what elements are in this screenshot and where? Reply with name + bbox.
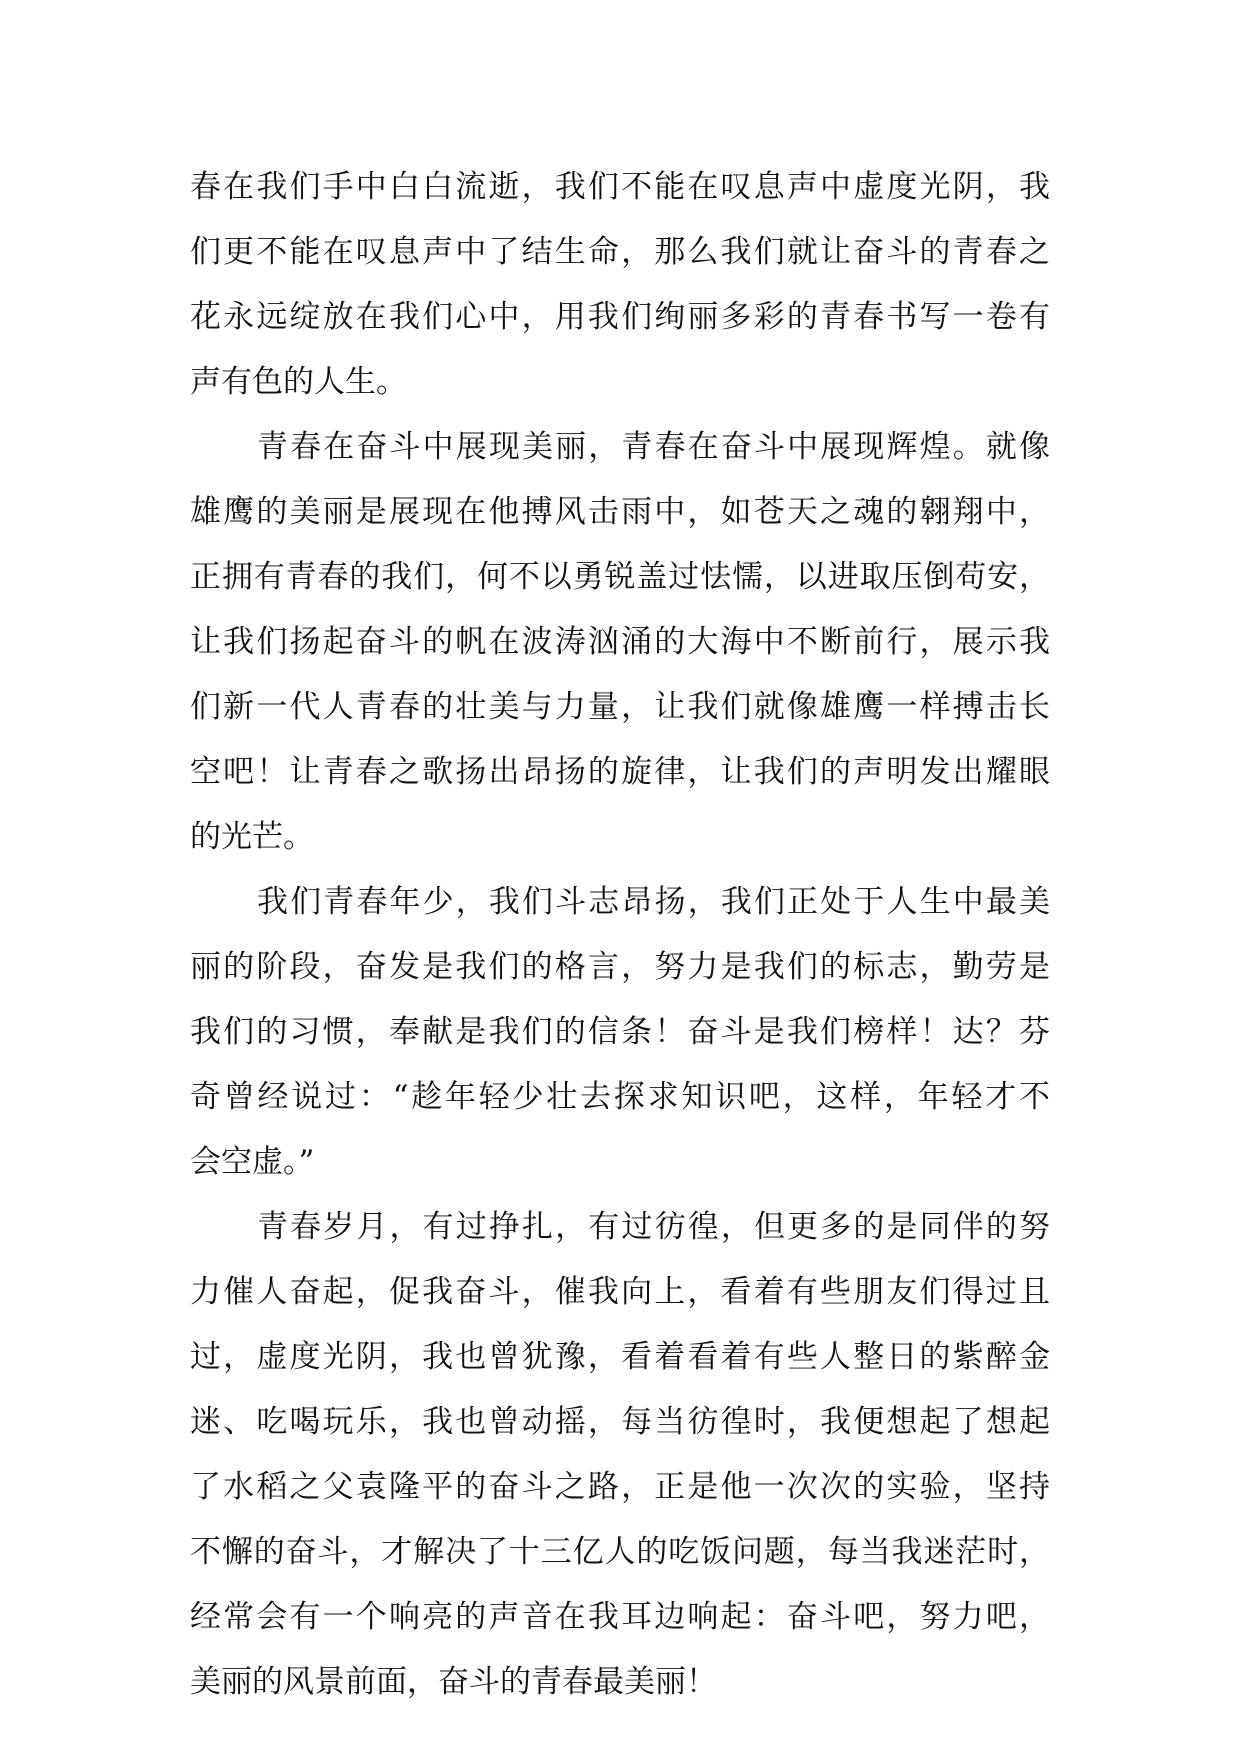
text-line: 的光芒。 (190, 819, 314, 855)
document-body (190, 155, 1050, 1715)
paragraph-2 (190, 415, 1050, 870)
text-line: 我们青春年少，我们斗志昂扬，我们正处于人生中最美 (257, 884, 1050, 920)
text-line: 青春在奋斗中展现美丽，青春在奋斗中展现辉煌。就像 (257, 429, 1050, 465)
text-line: 丽的阶段，奋发是我们的格言，努力是我们的标志，勤劳是 (190, 949, 1050, 985)
text-line: 力催人奋起，促我奋斗，催我向上，看着有些朋友们得过且 (190, 1274, 1050, 1310)
text-line: 青春岁月，有过挣扎，有过彷徨，但更多的是同伴的努 (257, 1209, 1050, 1245)
paragraph-1 (190, 155, 1050, 415)
text-line: 迷、吃喝玩乐，我也曾动摇，每当彷徨时，我便想起了想起 (190, 1404, 1050, 1440)
text-line: 会空虚。” (190, 1144, 315, 1180)
text-line: 不懈的奋斗，才解决了十三亿人的吃饭问题，每当我迷茫时， (190, 1534, 1050, 1570)
text-line: 雄鹰的美丽是展现在他搏风击雨中，如苍天之魂的翱翔中， (190, 494, 1050, 530)
text-line: 了水稻之父袁隆平的奋斗之路，正是他一次次的实验，坚持 (190, 1469, 1050, 1505)
text-line: 们新一代人青春的壮美与力量，让我们就像雄鹰一样搏击长 (190, 689, 1050, 725)
text-line: 奇曾经说过：“趁年轻少壮去探求知识吧，这样，年轻才不 (190, 1079, 1050, 1115)
text-line: 过，虚度光阴，我也曾犹豫，看着看着有些人整日的紫醉金 (190, 1339, 1050, 1375)
paragraph-4 (190, 1195, 1050, 1715)
text-line: 空吧！让青春之歌扬出昂扬的旋律，让我们的声明发出耀眼 (190, 754, 1050, 790)
text-line: 美丽的风景前面，奋斗的青春最美丽！ (190, 1664, 717, 1700)
text-line: 经常会有一个响亮的声音在我耳边响起：奋斗吧，努力吧， (190, 1599, 1050, 1635)
text-line: 让我们扬起奋斗的帆在波涛汹涌的大海中不断前行，展示我 (190, 624, 1050, 660)
text-line: 正拥有青春的我们，何不以勇锐盖过怯懦，以进取压倒苟安， (190, 559, 1050, 595)
text-line: 我们的习惯，奉献是我们的信条！奋斗是我们榜样！达？芬 (190, 1014, 1050, 1050)
text-line: 花永远绽放在我们心中，用我们绚丽多彩的青春书写一卷有 (190, 299, 1050, 335)
paragraph-3 (190, 870, 1050, 1195)
text-line: 们更不能在叹息声中了结生命，那么我们就让奋斗的青春之 (190, 234, 1050, 270)
text-line: 声有色的人生。 (190, 364, 407, 400)
text-line: 春在我们手中白白流逝，我们不能在叹息声中虚度光阴，我 (190, 169, 1050, 205)
